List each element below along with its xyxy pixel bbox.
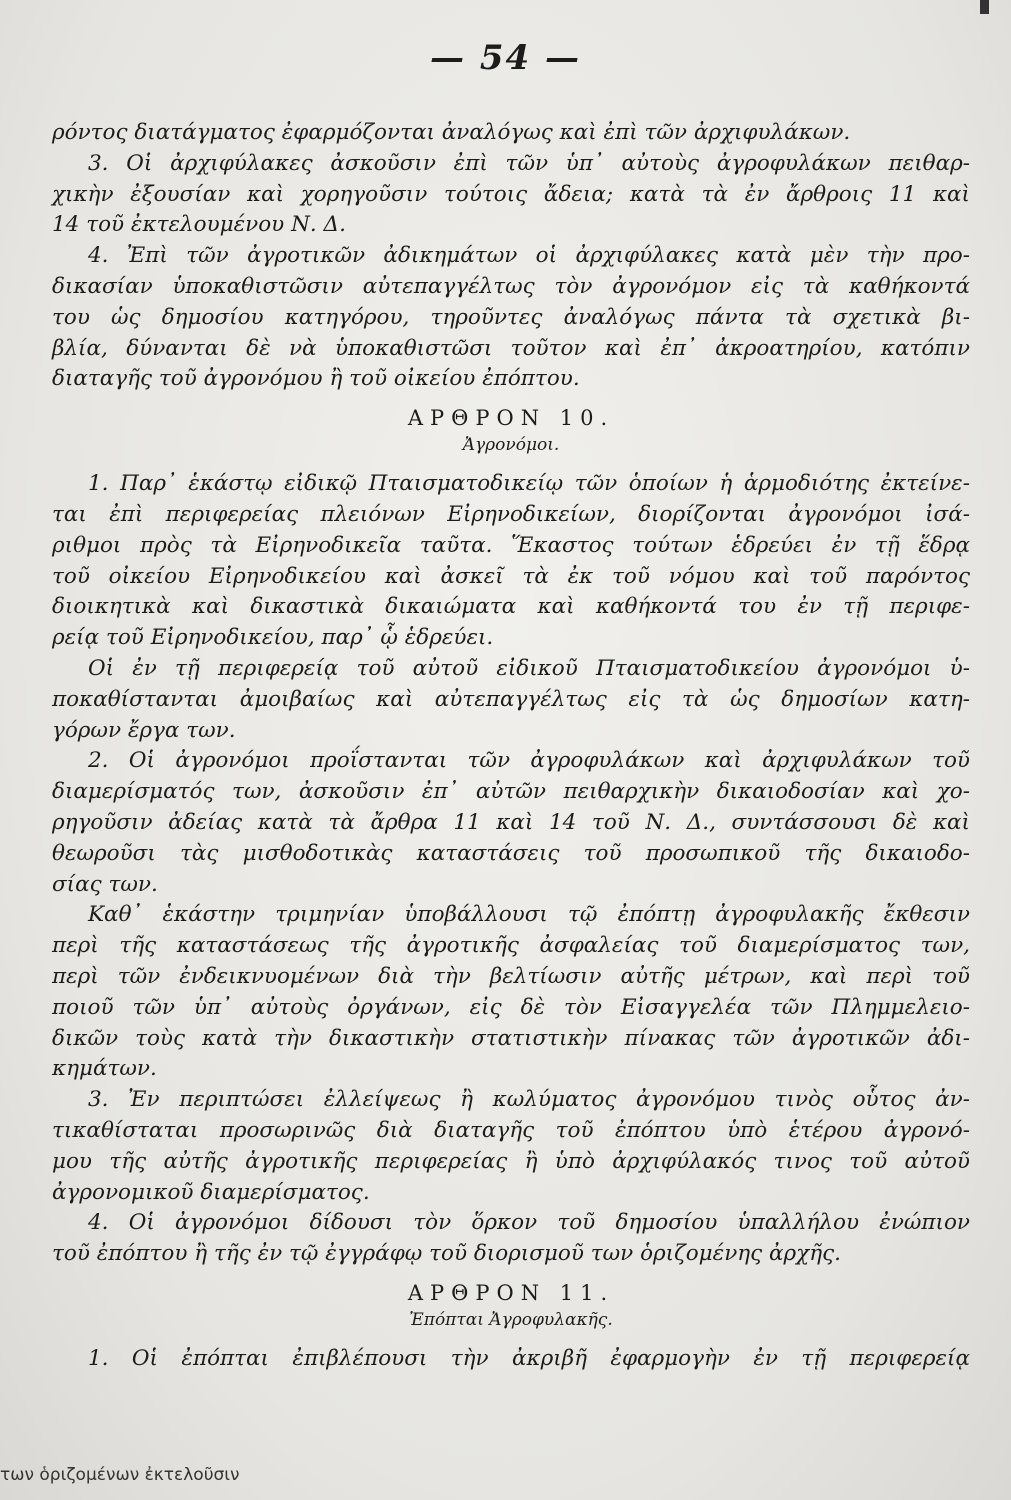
text-line: δικασίαν ὑποκαθιστῶσιν αὐτεπαγγέλτως τὸν ἀγρονόμον εἰς τὰ καθήκοντά [52,273,970,299]
text-line: Οἱ ἐν τῇ περιφερείᾳ τοῦ αὐτοῦ εἰδικοῦ Πταισματοδικείου ἀγρονόμοι ὑ- [88,655,970,681]
text-line: τοῦ ἐπόπτου ἢ τῆς ἐν τῷ ἐγγράφῳ τοῦ διορισμοῦ των ὁριζομένης ἀρχῆς. [52,1241,841,1267]
text-line: 3. Ἐν περιπτώσει ἐλλείψεως ἢ κωλύματος ἀγρονόμου τινὸς οὗτος ἀν- [88,1087,970,1113]
text-line: τικαθίσταται προσωρινῶς διὰ διαταγῆς τοῦ ἐπόπτου ὑπὸ ἑτέρου ἀγρονό- [52,1117,970,1143]
page-number: — 54 — [430,38,581,78]
text-line: περὶ τῆς καταστάσεως τῆς ἀγροτικῆς ἀσφαλείας τοῦ διαμερίσματος των, [52,933,970,959]
article-10-title: ΑΡΘΡΟΝ 10. [407,406,615,431]
text-line: 14 τοῦ ἐκτελουμένου Ν. Δ. [52,212,346,238]
text-line: ριθμοι πρὸς τὰ Εἰρηνοδικεῖα ταῦτα. Ἕκαστος τούτων ἑδρεύει ἐν τῇ ἕδρᾳ [52,532,970,558]
text-line: δικῶν τοὺς κατὰ τὴν δικαστικὴν στατιστικὴν πίνακας τῶν ἀγροτικῶν ἀδι- [52,1025,970,1051]
text-line: 3. Οἱ ἀρχιφύλακες ἀσκοῦσιν ἐπὶ τῶν ὑπ᾿ αὐτοὺς ἀγροφυλάκων πειθαρ- [88,150,970,176]
article-11-title: ΑΡΘΡΟΝ 11. [407,1280,615,1305]
paragraph-block-c [52,1344,970,1375]
text-line: 1. Παρ᾿ ἑκάστῳ εἰδικῷ Πταισματοδικείῳ τῶν ὁποίων ἡ ἁρμοδιότης ἐκτείνε- [88,471,970,497]
text-line: 2. Οἱ ἀγρονόμοι προΐστανται τῶν ἀγροφυλάκων καὶ ἀρχιφυλάκων τοῦ [88,748,970,774]
text-line: μου τῆς αὐτῆς ἀγροτικῆς περιφερείας ἢ ὑπὸ ἀρχιφύλακός τινος τοῦ αὐτοῦ [52,1148,970,1174]
text-line: διοικητικὰ καὶ δικαστικὰ δικαιώματα καὶ καθήκοντά του ἐν τῇ περιφε- [52,594,970,620]
text-line: ται ἐπὶ περιφερείας πλειόνων Εἰρηνοδικείων, διορίζονται ἀγρονόμοι ἰσά- [52,501,970,527]
overflow-text: των ὁριζομένων ἐκτελοῦσιν [0,1465,240,1485]
text-line: περὶ τῶν ἐνδεικνυομένων διὰ τὴν βελτίωσιν αὐτῆς μέτρων, καὶ περὶ τοῦ [52,963,970,989]
text-line: 4. Οἱ ἀγρονόμοι δίδουσι τὸν ὅρκον τοῦ δημοσίου ὑπαλλήλου ἐνώπιον [88,1210,970,1236]
text-line: κημάτων. [52,1056,157,1082]
paragraph-block-b [52,469,970,1270]
text-line: βλία, δύνανται δὲ νὰ ὑποκαθιστῶσι τοῦτον καὶ ἐπ᾿ ἀκροατηρίου, κατόπιν [52,335,970,361]
text-line: ἀγρονομικοῦ διαμερίσματος. [52,1179,370,1205]
text-line: ρόντος διατάγματος ἐφαρμόζονται ἀναλόγως καὶ ἐπὶ τῶν ἀρχιφυλάκων. [52,120,851,145]
text-line: ποκαθίστανται ἀμοιβαίως καὶ αὐτεπαγγέλτως εἰς τὰ ὡς δημοσίων κατη- [52,686,970,712]
text-line: του ὡς δημοσίου κατηγόρου, τηροῦντες ἀναλόγως πάντα τὰ σχετικὰ βι- [52,304,970,330]
article-10-subtitle: Ἀγρονόμοι. [462,435,560,456]
text-line: διαταγῆς τοῦ ἀγρονόμου ἢ τοῦ οἰκείου ἐπόπτου. [52,366,580,392]
text-line: 1. Οἱ ἐπόπται ἐπιβλέπουσι τὴν ἀκριβῆ ἐφαρμογὴν ἐν τῇ περιφερείᾳ [88,1345,970,1371]
document-body [52,118,970,1375]
corner-mark [980,0,989,14]
text-line: γόρων ἔργα των. [52,717,236,743]
paragraph-block-a [52,118,970,395]
text-line: ρείᾳ τοῦ Εἰρηνοδικείου, παρ᾿ ᾧ ἑδρεύει. [52,625,494,651]
text-line: χικὴν ἐξουσίαν καὶ χορηγοῦσιν τούτοις ἄδεια; κατὰ τὰ ἐν ἄρθροις 11 καὶ [52,181,970,207]
article-11-subtitle: Ἐπόπται Ἀγροφυλακῆς. [409,1309,613,1330]
text-line: διαμερίσματός των, ἀσκοῦσιν ἐπ᾿ αὐτῶν πειθαρχικὴν δικαιοδοσίαν καὶ χο- [52,779,970,805]
text-line: τοῦ οἰκείου Εἰρηνοδικείου καὶ ἀσκεῖ τὰ ἐκ τοῦ νόμου καὶ τοῦ παρόντος [52,563,970,589]
text-line: ρηγοῦσιν ἀδείας κατὰ τὰ ἄρθρα 11 καὶ 14 τοῦ Ν. Δ., συντάσσουσι δὲ καὶ [52,809,970,835]
text-line: 4. Ἐπὶ τῶν ἀγροτικῶν ἀδικημάτων οἱ ἀρχιφύλακες κατὰ μὲν τὴν προ- [88,243,970,269]
text-line: Καθ᾿ ἑκάστην τριμηνίαν ὑποβάλλουσι τῷ ἐπόπτῃ ἀγροφυλακῆς ἔκθεσιν [88,902,970,928]
text-line: σίας των. [52,871,158,897]
text-line: ποιοῦ τῶν ὑπ᾿ αὐτοὺς ὀργάνων, εἰς δὲ τὸν Εἰσαγγελέα τῶν Πλημμελειο- [52,994,970,1020]
text-line: θεωροῦσι τὰς μισθοδοτικὰς καταστάσεις τοῦ προσωπικοῦ τῆς δικαιοδο- [52,840,970,866]
